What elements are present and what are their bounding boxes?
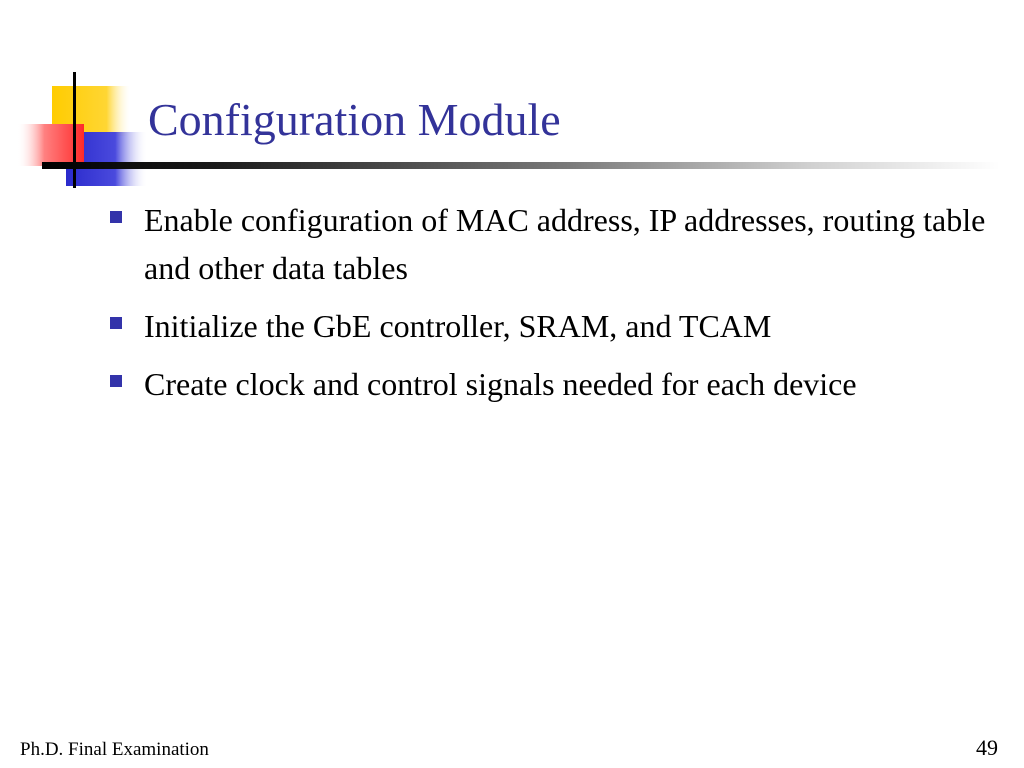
- square-bullet-icon: [110, 211, 122, 223]
- page-number: 49: [976, 735, 998, 760]
- bullet-text: Enable configuration of MAC address, IP addresses, routing table and other data tables: [144, 202, 986, 286]
- bullet-item: [100, 196, 1000, 292]
- square-bullet-icon: [110, 375, 122, 387]
- bullet-text: Create clock and control signals needed for each device: [144, 366, 857, 402]
- square-bullet-icon: [110, 317, 122, 329]
- title-rule: [42, 162, 1000, 169]
- bullet-list: [100, 196, 1000, 418]
- slide-title: Configuration Module: [148, 94, 561, 145]
- footer-text: Ph.D. Final Examination: [20, 739, 209, 760]
- bullet-text: Initialize the GbE controller, SRAM, and TCAM: [144, 308, 772, 344]
- bullet-item: [100, 302, 1000, 350]
- bullet-item: [100, 360, 1000, 408]
